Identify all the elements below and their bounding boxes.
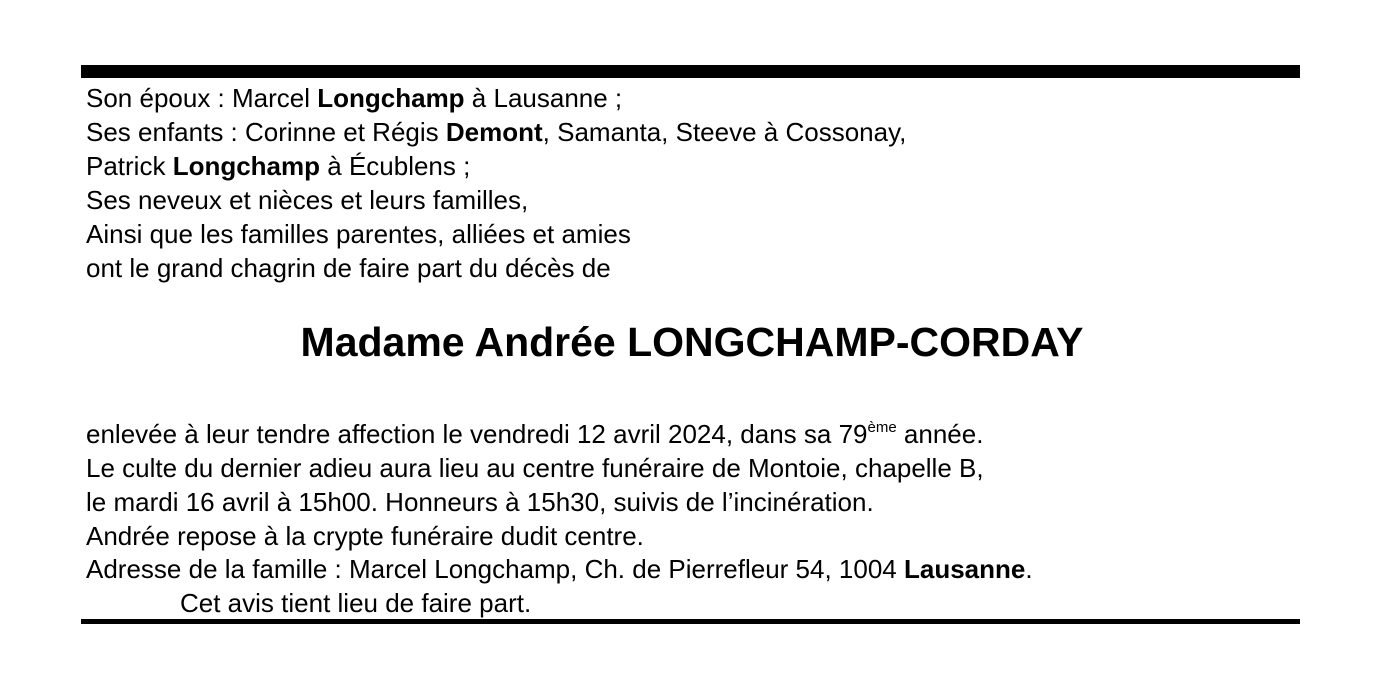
address-city: Lausanne [903,554,1026,584]
address-line [86,554,1033,584]
bottom-border-rule [81,619,1300,624]
children-surname: Demont [445,117,543,147]
deceased-name-heading: Madame Andrée LONGCHAMP-CORDAY [300,319,1084,365]
notice-line: Cet avis tient lieu de faire part. [180,588,532,618]
spouse-prefix: Son époux : Marcel [86,83,318,113]
ordinal-superscript: ème [867,419,897,436]
death-suffix: année. [896,419,984,449]
spouse-suffix: à Lausanne ; [464,83,623,113]
children-line [86,117,906,147]
patrick-prefix: Patrick [86,151,173,181]
death-line [86,419,983,449]
patrick-surname: Longchamp [172,151,321,181]
announcement-line: ont le grand chagrin de faire part du décès de [86,253,611,283]
children-suffix: , Samanta, Steeve à Cossonay, [542,117,907,147]
top-border-rule [81,65,1300,78]
patrick-line [86,151,470,181]
death-prefix: enlevée à leur tendre affection le vendredi 12 avril 2024, dans sa 79 [86,419,868,449]
patrick-suffix: à Écublens ; [320,151,471,181]
address-prefix: Adresse de la famille : Marcel Longchamp, Ch. de Pierrefleur 54, 1004 [86,554,904,584]
date-time-line: le mardi 16 avril à 15h00. Honneurs à 15h30, suivis de l’incinération. [86,487,874,517]
spouse-line [86,83,622,113]
nephews-line: Ses neveux et nièces et leurs familles, [86,185,529,215]
spouse-surname: Longchamp [317,83,465,113]
families-line: Ainsi que les familles parentes, alliées et amies [86,219,631,249]
address-suffix: . [1025,554,1033,584]
children-prefix: Ses enfants : Corinne et Régis [86,117,446,147]
rest-place-line: Andrée repose à la crypte funéraire dudit centre. [86,521,644,551]
ceremony-line: Le culte du dernier adieu aura lieu au centre funéraire de Montoie, chapelle B, [86,453,984,483]
